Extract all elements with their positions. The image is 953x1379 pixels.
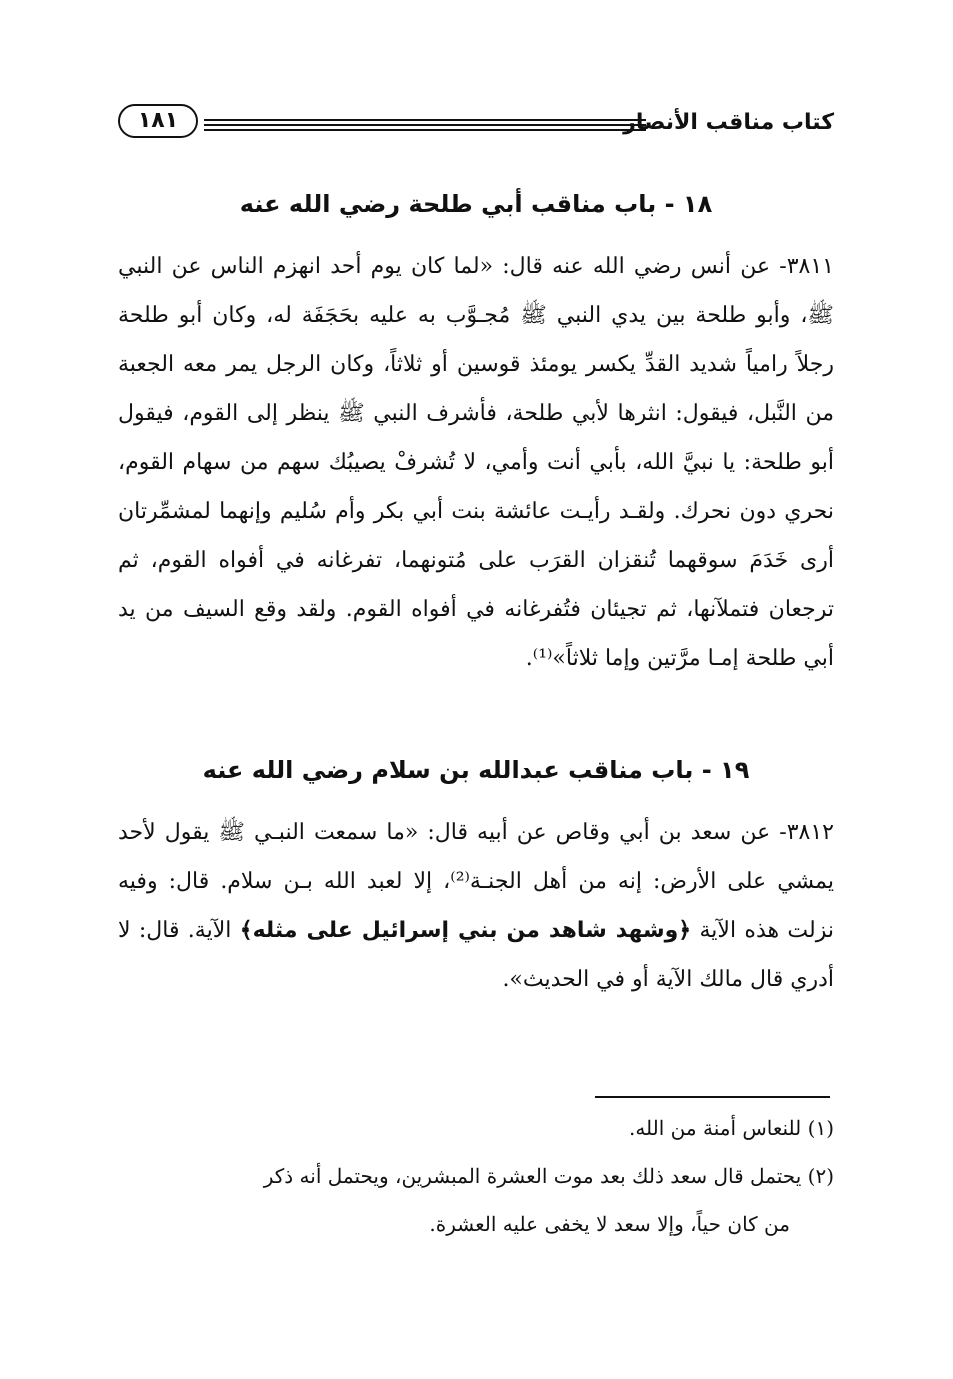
hadith-3812-text-after: الآية. قال: لا أدري قال مالك الآية أو في الحديث». [118, 918, 834, 992]
hadith-3812-text-before: ٣٨١٢- عن سعد بن أبي وقاص عن أبيه قال: «ما سمعت النبـي ﷺ يقول لأحد يمشي على الأرض: إنه من أهل الجنـة⁽²⁾، إلا لعبد الله بـن سلام. قال: وفيه نزلت هذه الآية [118, 820, 834, 943]
header-rule [204, 124, 646, 126]
chapter-heading-19: ١٩ - باب مناقب عبدالله بن سلام رضي الله عنه [202, 756, 750, 784]
footnote-2-continuation: من كان حياً، وإلا سعد لا يخفى عليه العشرة. [429, 1212, 790, 1236]
hadith-3811-text: ٣٨١١- عن أنس رضي الله عنه قال: «لما كان يوم أحد انهزم الناس عن النبي ﷺ، وأبو طلحة بين يدي النبي ﷺ مُجـوَّب به عليه بحَجَفَة له، وكان أبو طلحة رجلاً رامياً شديد القدِّ يكسر يومئذ قوسين أو ثلاثاً، وكان الرجل يمر معه الجعبة من النَّبل، فيقول: انثرها لأبي طلحة، فأشرف النبي ﷺ ينظر إلى القوم، فيقول أبو طلحة: يا نبيَّ الله، بأبي أنت وأمي، لا تُشرفْ يصيبُك سهم من سهام القوم، نحري دون نحرك. ولقـد رأيـت عائشة بنت أبي بكر وأم سُليم وإنهما لمشمِّرتان أرى خَدَمَ سوقهما تُنقزان القرَب على مُتونهما، تفرغانه في أفواه القوم، ثم ترجعان فتملآنها، ثم تجيئان فتُفرغانه في أفواه القوم. ولقد وقع السيف من يد أبي طلحة إمـا مرَّتين وإما ثلاثاً»⁽¹⁾. [118, 254, 834, 671]
chapter-heading-18: ١٨ - باب مناقب أبي طلحة رضي الله عنه [239, 190, 713, 218]
page-header [118, 100, 834, 148]
header-rule [204, 119, 646, 121]
footnotes [118, 1104, 834, 1248]
header-rule [204, 129, 646, 131]
page-number: ١٨١ [118, 104, 198, 138]
hadith-3812 [118, 808, 834, 1004]
hadith-3811 [118, 242, 834, 683]
footnote-1: (١) للنعاس أمنة من الله. [628, 1116, 834, 1140]
book-title: كتاب مناقب الأنصار [623, 110, 834, 135]
quran-verse: ﴿وشهد شاهد من بني إسرائيل على مثله﴾ [239, 918, 692, 943]
hadith-3812-text [118, 808, 834, 1004]
footnote-2: (٢) يحتمل قال سعد ذلك بعد موت العشرة المبشرين، ويحتمل أنه ذكر [263, 1164, 834, 1188]
footnote-separator [595, 1096, 830, 1098]
